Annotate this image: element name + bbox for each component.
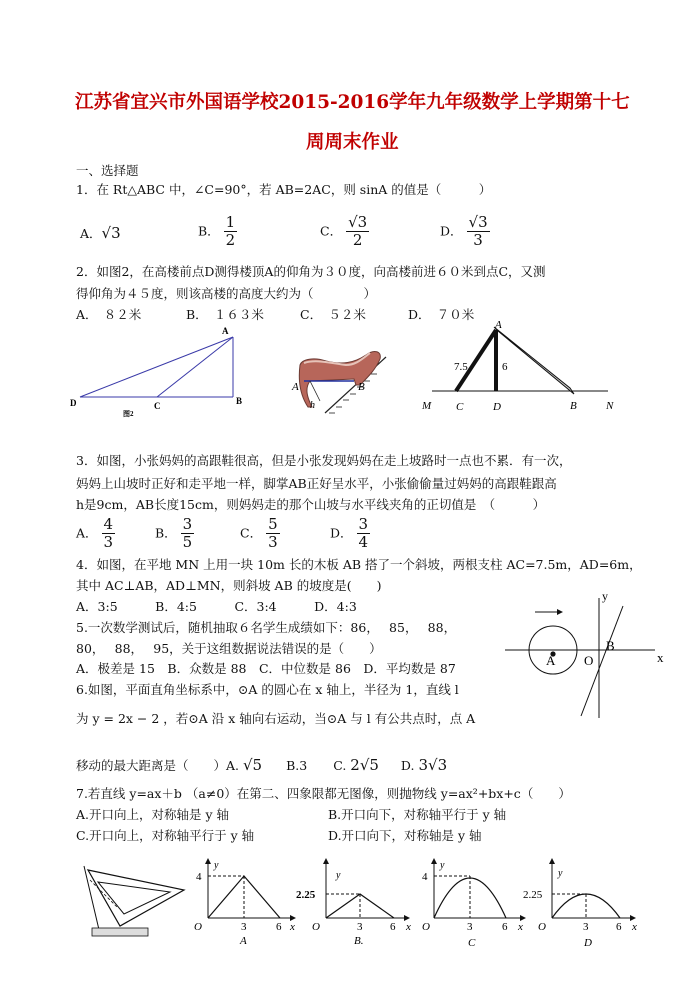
graph-b <box>296 858 416 948</box>
q3-line2: 妈妈上山坡时正好和走平地一样，脚掌AB正好呈水平，小张偷偷量过妈妈的高跟鞋跟高 <box>76 476 557 491</box>
q1-option-d: D． $\frac{√3}{3}$ <box>440 213 488 249</box>
q1-option-a: A．√3 <box>80 224 121 242</box>
shoe-label-b: B <box>358 381 365 393</box>
section-heading: 一、选择题 <box>76 163 139 178</box>
shoe-slope-figure <box>290 345 390 415</box>
q7-option-a: A.开口向上，对称轴是 y 轴 <box>76 807 230 822</box>
circle-fig-a-label: A <box>546 653 556 668</box>
q5-options: A．极差是 15 B．众数是 88 C．中位数是 86 D．平均数是 87 <box>76 661 456 676</box>
shoe-label-a: A <box>292 381 299 393</box>
graph-b-x-label: x <box>406 921 411 933</box>
graph-c <box>420 858 535 948</box>
q7-option-b: B.开口向下，对称轴平行于 y 轴 <box>328 807 507 822</box>
q3-line1: 3．如图，小张妈妈的高跟鞋很高，但是小张发现妈妈在走上坡路时一点也不累．有一次， <box>76 453 572 468</box>
graph-d-x-label: x <box>632 921 637 933</box>
slope-label-d: D <box>493 401 501 413</box>
graph-d-xend: 6 <box>616 921 622 933</box>
q4-line2: 其中 AC⊥AB，AD⊥MN，则斜坡 AB 的坡度是( ) <box>76 578 382 593</box>
graph-c-caption: C <box>468 937 476 949</box>
graph-c-ymax: 4 <box>422 871 428 883</box>
q5-line1: 5.一次数学测试后，随机抽取６名学生成绩如下：86， 85， 88， <box>76 620 457 635</box>
slope-label-n: N <box>606 400 614 412</box>
q3-option-c: C． $\frac{5}{3}$ <box>240 515 278 551</box>
graph-c-xmid: 3 <box>467 921 473 933</box>
q7-stem: 7.若直线 y=ax＋b （a≠0）在第二、四象限都无图像，则抛物线 y=ax²+bx+c（ ） <box>76 786 571 801</box>
graph-b-xend: 6 <box>390 921 396 933</box>
graph-a-caption: A <box>240 935 247 947</box>
triangle-motion-figure <box>76 862 201 942</box>
circle-line-figure <box>505 588 680 720</box>
circle-fig-b-label: B <box>606 638 615 653</box>
graph-c-origin: O <box>422 921 430 933</box>
q1-option-c: C． $\frac{√3}{2}$ <box>320 213 368 249</box>
graph-a-origin: O <box>194 921 202 933</box>
q2-option-c: C． ５２米 <box>300 307 366 322</box>
q2-line2: 得仰角为４５度，则该高楼的高度大约为（ ） <box>76 286 377 301</box>
slope-label-b: B <box>570 400 577 412</box>
q4-line1: 4．如图，在平地 MN 上用一块 10m 长的木板 AB 搭了一个斜坡，两根支柱 AC=7.5m，AD=6m， <box>76 557 642 572</box>
slope-label-ad: 6 <box>502 361 508 373</box>
q1-stem: 1．在 Rt△ABC 中，∠C=90°，若 AB=2AC，则 sinA 的值是（ ） <box>76 182 492 197</box>
slope-support-figure <box>418 318 628 418</box>
graph-a-ymax: 4 <box>196 871 202 883</box>
q3-option-b: B． $\frac{3}{5}$ <box>155 515 193 551</box>
slope-label-a: A <box>495 319 502 331</box>
q6-line1: 6.如图，平面直角坐标系中，⊙A 的圆心在 x 轴上，半径为 1，直线 l <box>76 682 459 697</box>
slope-label-c: C <box>456 401 464 413</box>
circle-fig-y-label: y <box>602 589 608 603</box>
q2-option-d: D． ７０米 <box>408 307 475 322</box>
graph-a-xend: 6 <box>276 921 282 933</box>
graph-d <box>522 858 644 950</box>
q5-line2: 80， 88， 95，关于这组数据说法错误的是（ ） <box>76 641 382 656</box>
page-title-line1: 江苏省宜兴市外国语学校2015-2016学年九年级数学上学期第十七 <box>75 92 630 113</box>
fig2-label-a: A <box>222 326 229 336</box>
graph-a <box>190 858 305 948</box>
q3-line3: h是9cm，AB长度15cm，则妈妈走的那个山坡与水平线夹角的正切值是 （ ） <box>76 497 546 512</box>
fig2-label-b: B <box>236 396 243 406</box>
graph-d-xmid: 3 <box>583 921 589 933</box>
graph-b-ymax: 2.25 <box>296 889 316 901</box>
q6-line3: 移动的最大距离是（ ）A. √5 B.3 C. 2√5 D. 3√3 <box>76 756 448 774</box>
q3-option-a: A． $\frac{4}{3}$ <box>76 515 114 551</box>
q7-option-c: C.开口向上，对称轴平行于 y 轴 <box>76 828 255 843</box>
q2-line1: 2．如图2，在高楼前点D测得楼顶A的仰角为３０度，向高楼前进６０米到点C，又测 <box>76 264 546 279</box>
fig2-label-c: C <box>154 401 161 411</box>
building-figure <box>70 324 245 419</box>
slope-label-ac: 7.5 <box>454 361 468 373</box>
q3-option-d: D． $\frac{3}{4}$ <box>330 515 369 551</box>
graph-b-y-label: y <box>336 870 341 881</box>
fig2-label-d: D <box>70 398 77 408</box>
graph-c-y-label: y <box>440 860 445 871</box>
fig2-caption: 图2 <box>123 410 134 418</box>
graph-d-y-label: y <box>558 868 563 879</box>
graph-b-caption: B. <box>354 935 364 947</box>
graph-a-y-label: y <box>214 860 219 871</box>
q2-option-a: A． ８２米 <box>76 307 142 322</box>
circle-fig-x-label: x <box>657 650 664 665</box>
shoe-label-h: h <box>310 400 315 411</box>
graph-a-x-label: x <box>290 921 295 933</box>
graph-d-caption: D <box>584 937 592 949</box>
q1-option-b: B． $\frac{1}{2}$ <box>198 213 236 249</box>
graph-a-xmid: 3 <box>241 921 247 933</box>
q4-options: A．3:5 B．4:5 C．3:4 D．4:3 <box>76 599 357 614</box>
graph-d-ymax: 2.25 <box>523 889 543 901</box>
graph-c-x-label: x <box>518 921 523 933</box>
q6-line2: 为 y = 2x − 2 ，若⊙A 沿 x 轴向右运动，当⊙A 与 l 有公共点时，点 A <box>76 711 476 726</box>
circle-fig-o-label: O <box>584 653 594 668</box>
graph-c-xend: 6 <box>502 921 508 933</box>
q2-option-b: B． １６３米 <box>186 307 264 322</box>
slope-label-m: M <box>422 400 432 412</box>
graph-d-origin: O <box>538 921 546 933</box>
page-title-line2: 周周末作业 <box>306 132 399 153</box>
q7-option-d: D.开口向下，对称轴是 y 轴 <box>328 828 482 843</box>
graph-b-xmid: 3 <box>357 921 363 933</box>
graph-b-origin: O <box>312 921 320 933</box>
